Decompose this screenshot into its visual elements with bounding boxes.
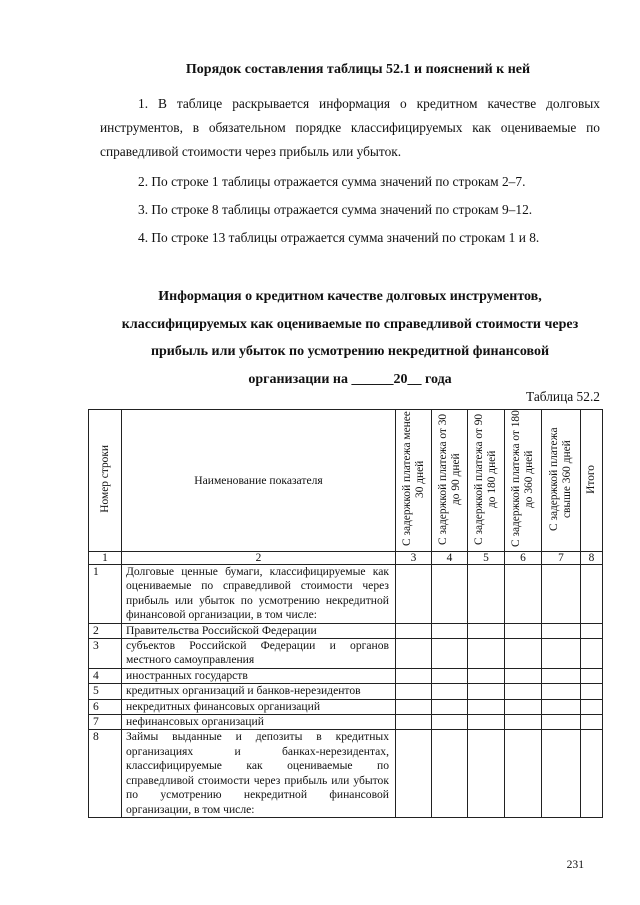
value-cell	[468, 668, 505, 683]
row-number: 6	[89, 699, 122, 714]
value-cell	[468, 730, 505, 817]
value-cell	[542, 730, 581, 817]
value-cell	[396, 668, 432, 683]
row-label: кредитных организаций и банков-нерезидентов	[122, 684, 396, 699]
value-cell	[432, 730, 468, 817]
value-cell	[581, 565, 603, 624]
value-cell	[542, 668, 581, 683]
value-cell	[468, 699, 505, 714]
paragraph-1-text: 1. В таблице раскрывается информация о кредитном качестве долговых инструментов, в обязательном порядке классифицируемых как оцениваемые по справедливой стоимости через прибыль или убыток.	[100, 96, 600, 159]
value-cell	[468, 623, 505, 638]
value-cell	[505, 715, 542, 730]
value-cell	[432, 715, 468, 730]
column-number: 4	[432, 552, 468, 565]
header-delay-90-180: С задержкой платежа от 90 до 180 дней	[468, 410, 505, 552]
page-number: 231	[566, 858, 584, 871]
column-number: 5	[468, 552, 505, 565]
row-number: 4	[89, 668, 122, 683]
header-indicator-name: Наименование показателя	[122, 410, 396, 552]
value-cell	[432, 684, 468, 699]
row-label: некредитных финансовых организаций	[122, 699, 396, 714]
value-cell	[542, 623, 581, 638]
value-cell	[581, 699, 603, 714]
value-cell	[505, 565, 542, 624]
value-cell	[432, 668, 468, 683]
table-row	[89, 730, 603, 817]
value-cell	[542, 639, 581, 669]
table-title-line-3: прибыль или убыток по усмотрению некредитной финансовой	[150, 344, 550, 359]
value-cell	[505, 623, 542, 638]
value-cell	[542, 684, 581, 699]
value-cell	[542, 699, 581, 714]
table-row	[89, 565, 603, 624]
header-delay-under-30: С задержкой платежа менее 30 дней	[396, 410, 432, 552]
value-cell	[468, 639, 505, 669]
paragraph-2-text: 2. По строке 1 таблицы отражается сумма значений по строкам 2–7.	[138, 174, 526, 189]
row-label: иностранных государств	[122, 668, 396, 683]
value-cell	[396, 730, 432, 817]
row-label: субъектов Российской Федерации и органов местного самоуправления	[122, 639, 396, 669]
value-cell	[505, 684, 542, 699]
value-cell	[468, 684, 505, 699]
paragraph-3	[100, 198, 600, 222]
value-cell	[581, 715, 603, 730]
header-delay-over-360: С задержкой платежа свыше 360 дней	[542, 410, 581, 552]
column-number-row	[89, 552, 603, 565]
column-number: 1	[89, 552, 122, 565]
value-cell	[505, 730, 542, 817]
row-number: 8	[89, 730, 122, 817]
table-title-line-4: организации на ______20__ года	[248, 371, 452, 387]
value-cell	[468, 565, 505, 624]
paragraph-4-text: 4. По строке 13 таблицы отражается сумма значений по строкам 1 и 8.	[138, 230, 540, 245]
value-cell	[505, 668, 542, 683]
table-row	[89, 699, 603, 714]
value-cell	[396, 565, 432, 624]
column-number: 7	[542, 552, 581, 565]
table-row	[89, 715, 603, 730]
value-cell	[581, 684, 603, 699]
value-cell	[432, 623, 468, 638]
value-cell	[396, 715, 432, 730]
value-cell	[542, 565, 581, 624]
table-title	[100, 283, 600, 393]
value-cell	[505, 639, 542, 669]
row-number: 7	[89, 715, 122, 730]
row-number: 5	[89, 684, 122, 699]
table-row	[89, 668, 603, 683]
value-cell	[581, 668, 603, 683]
header-total: Итого	[581, 410, 603, 552]
value-cell	[432, 699, 468, 714]
paragraph-3-text: 3. По строке 8 таблицы отражается сумма значений по строкам 9–12.	[138, 202, 533, 217]
header-delay-30-90: С задержкой платежа от 30 до 90 дней	[432, 410, 468, 552]
row-number: 1	[89, 565, 122, 624]
column-number: 3	[396, 552, 432, 565]
column-number: 8	[581, 552, 603, 565]
table-row	[89, 684, 603, 699]
paragraph-4	[100, 226, 600, 250]
value-cell	[432, 565, 468, 624]
value-cell	[396, 639, 432, 669]
row-number: 3	[89, 639, 122, 669]
value-cell	[581, 730, 603, 817]
value-cell	[581, 623, 603, 638]
value-cell	[396, 684, 432, 699]
value-cell	[542, 715, 581, 730]
value-cell	[432, 639, 468, 669]
paragraph-1	[100, 92, 600, 164]
row-label: Правительства Российской Федерации	[122, 623, 396, 638]
value-cell	[468, 715, 505, 730]
table-title-line-1: Информация о кредитном качестве долговых инструментов,	[158, 289, 542, 304]
table-row	[89, 623, 603, 638]
column-number: 2	[122, 552, 396, 565]
row-label: Займы выданные и депозиты в кредитных организациях и банках-нерезидентах, классифицируемые как оцениваемые по справедливой стоимости через прибыль или убыток по усмотрению некредитной финансовой организации, в том числе:	[122, 730, 396, 817]
column-number: 6	[505, 552, 542, 565]
value-cell	[396, 623, 432, 638]
value-cell	[581, 639, 603, 669]
table-row	[89, 639, 603, 669]
paragraph-2	[100, 170, 600, 194]
table-header-row	[89, 410, 603, 552]
credit-quality-table	[88, 409, 603, 818]
table-title-line-2: классифицируемых как оцениваемые по справедливой стоимости через	[121, 316, 579, 332]
section-heading: Порядок составления таблицы 52.1 и пояснений к ней	[185, 62, 531, 77]
table-number-label: Таблица 52.2	[525, 389, 600, 404]
row-number: 2	[89, 623, 122, 638]
row-label: Долговые ценные бумаги, классифицируемые как оцениваемые по справедливой стоимости через прибыль или убыток по усмотрению некредитной финансовой организации, в том числе:	[122, 565, 396, 624]
value-cell	[505, 699, 542, 714]
header-row-number: Номер строки	[89, 410, 122, 552]
row-label: нефинансовых организаций	[122, 715, 396, 730]
header-delay-180-360: С задержкой платежа от 180 до 360 дней	[505, 410, 542, 552]
value-cell	[396, 699, 432, 714]
